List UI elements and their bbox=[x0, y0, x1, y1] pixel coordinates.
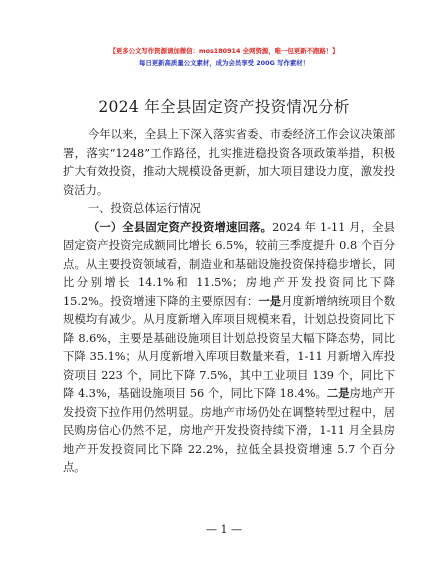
section-paragraph bbox=[63, 219, 395, 478]
section-heading: 一、投资总体运行情况 bbox=[87, 202, 201, 215]
intro-paragraph: 今年以来，全县上下深入落实省委、市委经济工作会议决策部署，落实“1248”工作路径，扎实推进稳投资各项政策举措，积极扩大有效投资，推动大规模设备更新，加大项目建设力度，激发投资活力。 bbox=[63, 128, 395, 197]
document-title: 2024 年全县固定资产投资情况分析 bbox=[98, 98, 350, 116]
paragraph-text-b: 月度新增纳统项目个数规模均有减少。从月度新增入库项目规模来看，计划总投资同比下降 8.6%，主要是基础设施项目计划总投资呈大幅下降态势，同比下降 35.1%；从月度新增入库项目数量来看，1-11 月新增入库投资项目 223 个，同比下降 7.5%，其中工业项目 139 个，同比下降 4.3%，基础设施项目 56 个，同比下降 18.4%。 bbox=[63, 294, 395, 400]
document-body bbox=[63, 126, 395, 478]
point-label-2: 二是 bbox=[326, 387, 350, 400]
promo-banner-line-2: 每日更新高质量公文素材，成为会员享受 200G 写作素材！ bbox=[138, 59, 310, 67]
point-label-1: 一是 bbox=[258, 294, 282, 308]
promo-banner-line-1: 【更多公文写作资源请加微信：mos180914 全网资源，唯一包更新不跑路！】 bbox=[109, 47, 339, 55]
paragraph-lead: （一）全县固定资产投资增速回落。 bbox=[87, 220, 273, 234]
paragraph-text-c: 房地产开发投资下拉作用仍然明显。房地产市场仍处在调整转型过程中，居民购房信心仍然不足，房地产开发投资持续下滑，1-11 月全县房地产开发投资同比下降 22.2%，拉低全县投资增速 5.7 个百分点。 bbox=[63, 387, 395, 474]
page-number: — 1 — bbox=[206, 523, 242, 536]
paragraph-text-a: 2024 年 1-11 月，全县固定资产投资完成额同比增长 6.5%，较前三季度提升 0.8 个百分点。从主要投资领域看，制造业和基础设施投资保持稳步增长，同比分别增长 14.1%和 11.5%；房地产开发投资同比下降 15.2%。投资增速下降的主要原因有： bbox=[63, 220, 395, 308]
